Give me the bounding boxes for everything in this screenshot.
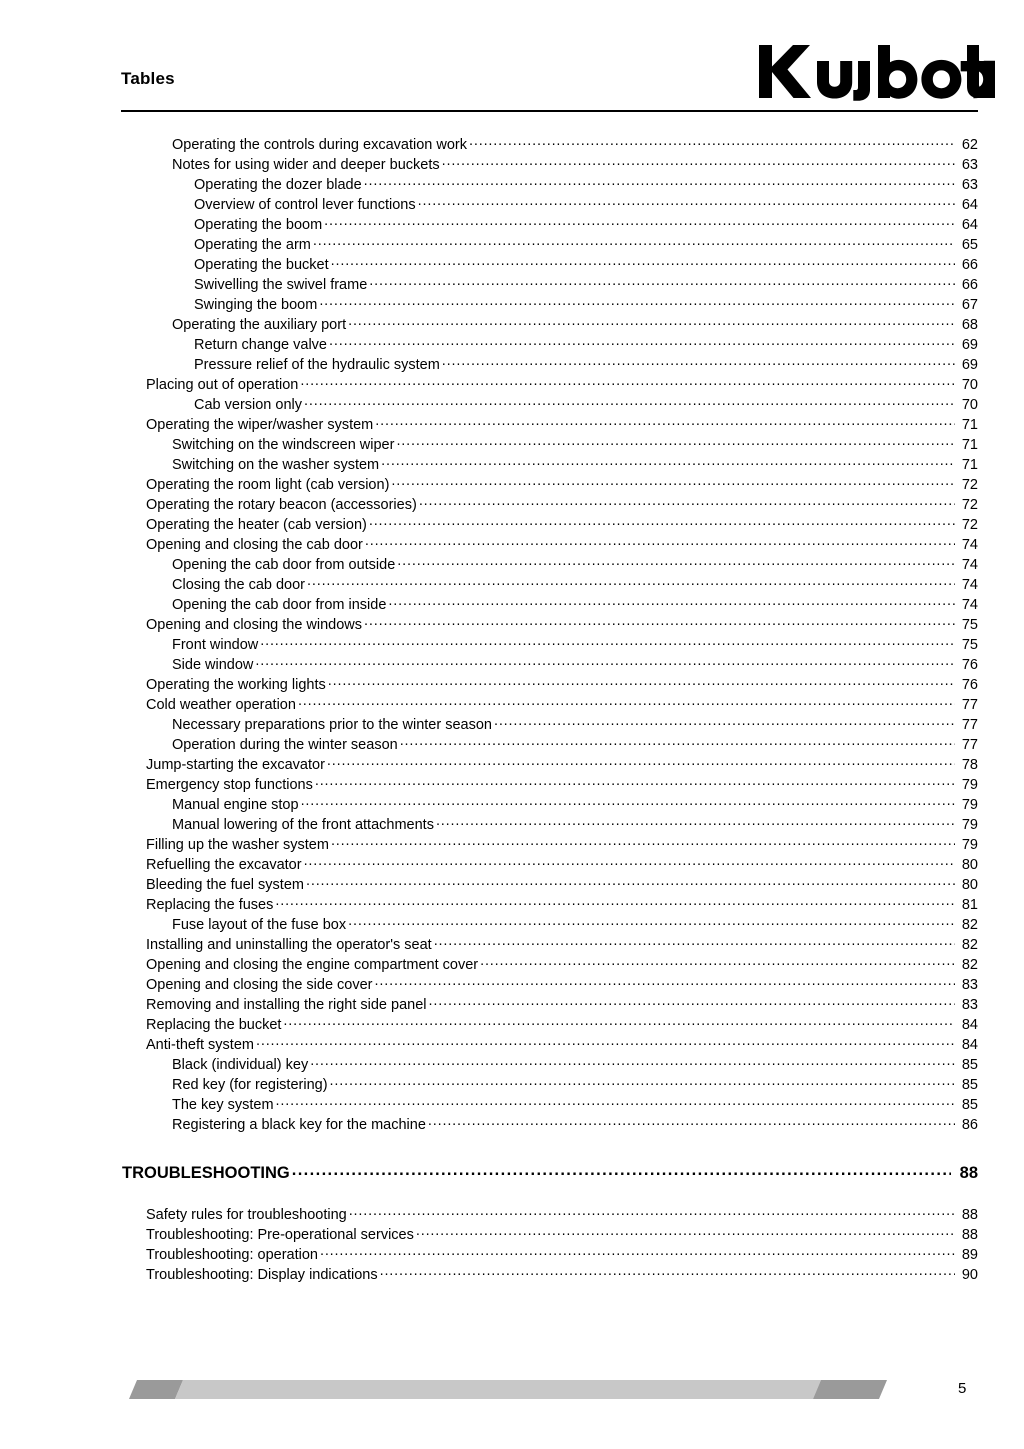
toc-entry-page-number: 63 — [961, 156, 978, 173]
toc-entry[interactable] — [194, 194, 978, 214]
toc-entry-label: Operating the controls during excavation work — [172, 136, 467, 153]
toc-entry-page-number: 80 — [961, 856, 978, 873]
toc-entry-label: Necessary preparations prior to the winter season — [172, 716, 492, 733]
toc-leader-dots — [418, 194, 955, 209]
toc-entry[interactable] — [146, 954, 978, 974]
toc-leader-dots — [313, 234, 955, 249]
toc-entry-page-number: 71 — [961, 416, 978, 433]
toc-entry-page-number: 65 — [961, 236, 978, 253]
toc-entry[interactable] — [146, 774, 978, 794]
toc-entry[interactable] — [146, 994, 978, 1014]
toc-entry-page-number: 82 — [961, 956, 978, 973]
toc-entry[interactable] — [146, 1014, 978, 1034]
toc-entry[interactable] — [194, 174, 978, 194]
toc-entry-label: Operating the wiper/washer system — [146, 416, 374, 433]
toc-entry-page-number: 75 — [961, 616, 978, 633]
toc-entry[interactable] — [146, 894, 978, 914]
toc-entry[interactable] — [146, 934, 978, 954]
toc-leader-dots — [388, 594, 955, 609]
toc-entry-page-number: 74 — [961, 536, 978, 553]
toc-leader-dots — [391, 474, 955, 489]
toc-entry-page-number: 82 — [961, 916, 978, 933]
toc-entry[interactable] — [194, 254, 978, 274]
toc-entry-page-number: 75 — [961, 636, 978, 653]
toc-entry[interactable] — [194, 274, 978, 294]
table-of-contents — [0, 134, 1024, 1284]
toc-entry-label: Swivelling the swivel frame — [194, 276, 368, 293]
toc-entry[interactable] — [146, 1224, 978, 1244]
toc-entry[interactable] — [194, 394, 978, 414]
toc-entry[interactable] — [172, 1094, 978, 1114]
toc-entry-page-number: 79 — [961, 816, 978, 833]
toc-leader-dots — [324, 214, 955, 229]
toc-entry[interactable] — [172, 454, 978, 474]
toc-entry-page-number: 70 — [961, 376, 978, 393]
toc-leader-dots — [283, 1014, 955, 1029]
toc-entry[interactable] — [172, 714, 978, 734]
toc-entry-page-number: 64 — [961, 196, 978, 213]
toc-entry-page-number: 80 — [961, 876, 978, 893]
toc-leader-dots — [329, 334, 955, 349]
toc-entry[interactable] — [146, 754, 978, 774]
toc-leader-dots — [397, 554, 955, 569]
toc-entry-page-number: 79 — [961, 776, 978, 793]
toc-entry-label: Safety rules for troubleshooting — [146, 1206, 347, 1223]
toc-entry-label: Placing out of operation — [146, 376, 299, 393]
toc-leader-dots — [369, 514, 955, 529]
toc-entry-page-number: 85 — [961, 1076, 978, 1093]
toc-entry[interactable] — [172, 634, 978, 654]
toc-entry-label: Operating the bucket — [194, 256, 329, 273]
toc-leader-dots — [416, 1224, 955, 1239]
toc-entry-label: Overview of control lever functions — [194, 196, 416, 213]
toc-leader-dots — [306, 874, 955, 889]
toc-entry[interactable] — [146, 834, 978, 854]
toc-entry[interactable] — [146, 414, 978, 434]
toc-leader-dots — [429, 994, 955, 1009]
toc-entry-page-number: 66 — [961, 276, 978, 293]
toc-leader-dots — [298, 694, 955, 709]
toc-entry[interactable] — [172, 594, 978, 614]
toc-entry[interactable] — [146, 614, 978, 634]
toc-entry-label: Operating the room light (cab version) — [146, 476, 390, 493]
toc-section-page-number: 88 — [959, 1164, 978, 1182]
toc-leader-dots — [330, 1074, 955, 1089]
toc-entry[interactable] — [194, 234, 978, 254]
toc-entry-label: Removing and installing the right side panel — [146, 996, 427, 1013]
toc-entry-label: Operating the rotary beacon (accessories) — [146, 496, 417, 513]
toc-leader-dots — [375, 974, 955, 989]
toc-entry-label: Fuse layout of the fuse box — [172, 916, 347, 933]
toc-entry-label: Installing and uninstalling the operator's seat — [146, 936, 432, 953]
toc-entry-label: Opening and closing the side cover — [146, 976, 373, 993]
toc-entry-page-number: 79 — [961, 836, 978, 853]
toc-entry-page-number: 76 — [961, 656, 978, 673]
toc-entry-page-number: 76 — [961, 676, 978, 693]
toc-entry-label: Anti-theft system — [146, 1036, 254, 1053]
toc-entry-label: Front window — [172, 636, 259, 653]
toc-entry-label: Troubleshooting: Display indications — [146, 1266, 378, 1283]
toc-entry-page-number: 89 — [961, 1246, 978, 1263]
kubota-wordmark-logo — [757, 43, 997, 101]
toc-entry-page-number: 72 — [961, 516, 978, 533]
toc-entry-page-number: 62 — [961, 136, 978, 153]
toc-entry-page-number: 69 — [961, 356, 978, 373]
toc-leader-dots — [328, 674, 955, 689]
toc-entry-label: Opening and closing the engine compartment cover — [146, 956, 479, 973]
toc-entry-page-number: 63 — [961, 176, 978, 193]
toc-entry-page-number: 77 — [961, 736, 978, 753]
toc-entry-page-number: 84 — [961, 1016, 978, 1033]
toc-entry-label: Opening and closing the windows — [146, 616, 363, 633]
toc-entry[interactable] — [146, 1264, 978, 1284]
toc-leader-dots — [301, 794, 955, 809]
toc-entry-label: Opening the cab door from inside — [172, 596, 387, 613]
toc-entry-page-number: 86 — [961, 1116, 978, 1133]
toc-leader-dots — [494, 714, 955, 729]
toc-entry[interactable] — [172, 1114, 978, 1134]
toc-leader-dots — [380, 1264, 955, 1279]
toc-entry-page-number: 64 — [961, 216, 978, 233]
toc-leader-dots — [331, 254, 955, 269]
toc-leader-dots — [349, 1204, 955, 1219]
toc-entry-label: Operating the working lights — [146, 676, 326, 693]
toc-entry[interactable] — [194, 214, 978, 234]
toc-entry-label: Opening the cab door from outside — [172, 556, 396, 573]
toc-entry-label: Bleeding the fuel system — [146, 876, 304, 893]
toc-entry-label: Operating the auxiliary port — [172, 316, 347, 333]
toc-entry-label: Closing the cab door — [172, 576, 305, 593]
toc-entry-page-number: 83 — [961, 996, 978, 1013]
toc-entry-label: Replacing the fuses — [146, 896, 274, 913]
toc-entry-page-number: 83 — [961, 976, 978, 993]
toc-leader-dots — [436, 814, 955, 829]
toc-entry-label: Filling up the washer system — [146, 836, 329, 853]
toc-entry[interactable] — [194, 294, 978, 314]
toc-leader-dots — [260, 634, 955, 649]
toc-section-spacer-bottom — [0, 1186, 1024, 1204]
toc-leader-dots — [320, 1244, 955, 1259]
toc-entry[interactable] — [146, 474, 978, 494]
toc-entry-label: Registering a black key for the machine — [172, 1116, 426, 1133]
toc-entry-label: Operating the boom — [194, 216, 323, 233]
toc-entry-page-number: 72 — [961, 496, 978, 513]
toc-entry-label: Operating the dozer blade — [194, 176, 362, 193]
toc-entry-label: Switching on the washer system — [172, 456, 380, 473]
page-header — [0, 0, 1024, 118]
toc-leader-dots — [348, 314, 955, 329]
toc-leader-dots — [319, 294, 955, 309]
toc-entry[interactable] — [146, 874, 978, 894]
toc-entry[interactable] — [146, 974, 978, 994]
toc-leader-dots — [419, 494, 955, 509]
toc-entry-page-number: 69 — [961, 336, 978, 353]
toc-leader-dots — [396, 434, 955, 449]
toc-leader-dots — [369, 274, 955, 289]
toc-entry-page-number: 85 — [961, 1056, 978, 1073]
toc-leader-dots — [364, 614, 955, 629]
toc-entry[interactable] — [146, 514, 978, 534]
toc-entry-page-number: 84 — [961, 1036, 978, 1053]
toc-entry[interactable] — [172, 1054, 978, 1074]
toc-leader-dots — [276, 1094, 955, 1109]
toc-entry[interactable] — [146, 494, 978, 514]
toc-entry-label: Pressure relief of the hydraulic system — [194, 356, 440, 373]
toc-entry-page-number: 78 — [961, 756, 978, 773]
toc-entry-label: Black (individual) key — [172, 1056, 309, 1073]
toc-entry-label: Troubleshooting: operation — [146, 1246, 318, 1263]
toc-entry-page-number: 88 — [961, 1226, 978, 1243]
toc-section-entry-list — [0, 1204, 1024, 1284]
header-divider-rule — [121, 110, 978, 112]
toc-leader-dots — [304, 854, 955, 869]
toc-entry-label: Replacing the bucket — [146, 1016, 282, 1033]
toc-leader-dots — [292, 1162, 951, 1179]
toc-entry-page-number: 71 — [961, 456, 978, 473]
page-footer — [0, 1372, 1024, 1432]
toc-entry-label: Switching on the windscreen wiper — [172, 436, 395, 453]
toc-entry-label: Operation during the winter season — [172, 736, 398, 753]
toc-entry-label: Manual lowering of the front attachments — [172, 816, 434, 833]
toc-entry[interactable] — [172, 734, 978, 754]
toc-leader-dots — [428, 1114, 955, 1129]
toc-section-spacer-top — [0, 1134, 1024, 1160]
toc-leader-dots — [364, 174, 955, 189]
footer-page-number: 5 — [958, 1380, 967, 1397]
toc-section-heading-troubleshooting[interactable] — [122, 1160, 978, 1186]
toc-entry-page-number: 74 — [961, 576, 978, 593]
toc-entry-page-number: 74 — [961, 556, 978, 573]
toc-entry-label: Emergency stop functions — [146, 776, 313, 793]
toc-leader-dots — [434, 934, 955, 949]
toc-entry-page-number: 68 — [961, 316, 978, 333]
toc-entry-label: Return change valve — [194, 336, 327, 353]
toc-entry-page-number: 77 — [961, 696, 978, 713]
toc-leader-dots — [304, 394, 955, 409]
toc-leader-dots — [275, 894, 955, 909]
toc-entry-page-number: 90 — [961, 1266, 978, 1283]
toc-leader-dots — [348, 914, 955, 929]
toc-leader-dots — [381, 454, 955, 469]
toc-entry[interactable] — [194, 334, 978, 354]
toc-leader-dots — [400, 734, 955, 749]
toc-entry-label: Manual engine stop — [172, 796, 299, 813]
toc-entry-label: Refuelling the excavator — [146, 856, 302, 873]
toc-entry[interactable] — [172, 794, 978, 814]
toc-entry[interactable] — [172, 814, 978, 834]
toc-entry-label: Troubleshooting: Pre-operational services — [146, 1226, 414, 1243]
toc-entry[interactable] — [146, 534, 978, 554]
toc-leader-dots — [300, 374, 955, 389]
toc-entry[interactable] — [146, 694, 978, 714]
toc-entry-label: Operating the heater (cab version) — [146, 516, 367, 533]
toc-leader-dots — [331, 834, 955, 849]
toc-entry[interactable] — [194, 354, 978, 374]
toc-entry-page-number: 72 — [961, 476, 978, 493]
toc-entry-page-number: 74 — [961, 596, 978, 613]
toc-section-label: TROUBLESHOOTING — [122, 1164, 290, 1182]
toc-entry-page-number: 71 — [961, 436, 978, 453]
toc-entry-page-number: 88 — [961, 1206, 978, 1223]
toc-entry-label: Opening and closing the cab door — [146, 536, 363, 553]
toc-entry[interactable] — [172, 154, 978, 174]
toc-entry-label: Swinging the boom — [194, 296, 318, 313]
toc-entry-label: Notes for using wider and deeper buckets — [172, 156, 440, 173]
toc-leader-dots — [442, 354, 955, 369]
toc-leader-dots — [256, 1034, 955, 1049]
toc-leader-dots — [307, 574, 955, 589]
toc-entry[interactable] — [172, 1074, 978, 1094]
toc-entry[interactable] — [172, 434, 978, 454]
toc-entry-page-number: 82 — [961, 936, 978, 953]
toc-leader-dots — [327, 754, 955, 769]
toc-entry-page-number: 85 — [961, 1096, 978, 1113]
toc-entry[interactable] — [146, 1204, 978, 1224]
toc-leader-dots — [315, 774, 955, 789]
toc-entry-list — [0, 134, 1024, 1134]
toc-leader-dots — [375, 414, 955, 429]
toc-entry[interactable] — [146, 374, 978, 394]
toc-leader-dots — [442, 154, 955, 169]
toc-entry-page-number: 77 — [961, 716, 978, 733]
toc-entry-label: Side window — [172, 656, 254, 673]
toc-entry[interactable] — [172, 914, 978, 934]
toc-entry[interactable] — [146, 854, 978, 874]
toc-leader-dots — [310, 1054, 955, 1069]
toc-entry[interactable] — [172, 134, 978, 154]
toc-entry-page-number: 70 — [961, 396, 978, 413]
toc-entry[interactable] — [172, 574, 978, 594]
toc-entry-page-number: 66 — [961, 256, 978, 273]
toc-entry[interactable] — [146, 674, 978, 694]
toc-entry[interactable] — [146, 1034, 978, 1054]
toc-leader-dots — [469, 134, 955, 149]
toc-entry-page-number: 67 — [961, 296, 978, 313]
toc-entry[interactable] — [172, 554, 978, 574]
toc-entry-label: The key system — [172, 1096, 274, 1113]
toc-entry[interactable] — [146, 1244, 978, 1264]
toc-entry-page-number: 81 — [961, 896, 978, 913]
page-title: Tables — [121, 69, 175, 88]
toc-leader-dots — [255, 654, 955, 669]
toc-entry-page-number: 79 — [961, 796, 978, 813]
decorative-footer-bar — [121, 1380, 887, 1399]
toc-entry-label: Jump-starting the excavator — [146, 756, 325, 773]
toc-entry[interactable] — [172, 654, 978, 674]
toc-leader-dots — [365, 534, 955, 549]
toc-entry-label: Operating the arm — [194, 236, 311, 253]
toc-leader-dots — [480, 954, 955, 969]
toc-entry-label: Red key (for registering) — [172, 1076, 328, 1093]
toc-entry-label: Cold weather operation — [146, 696, 296, 713]
toc-entry[interactable] — [172, 314, 978, 334]
toc-entry-label: Cab version only — [194, 396, 302, 413]
